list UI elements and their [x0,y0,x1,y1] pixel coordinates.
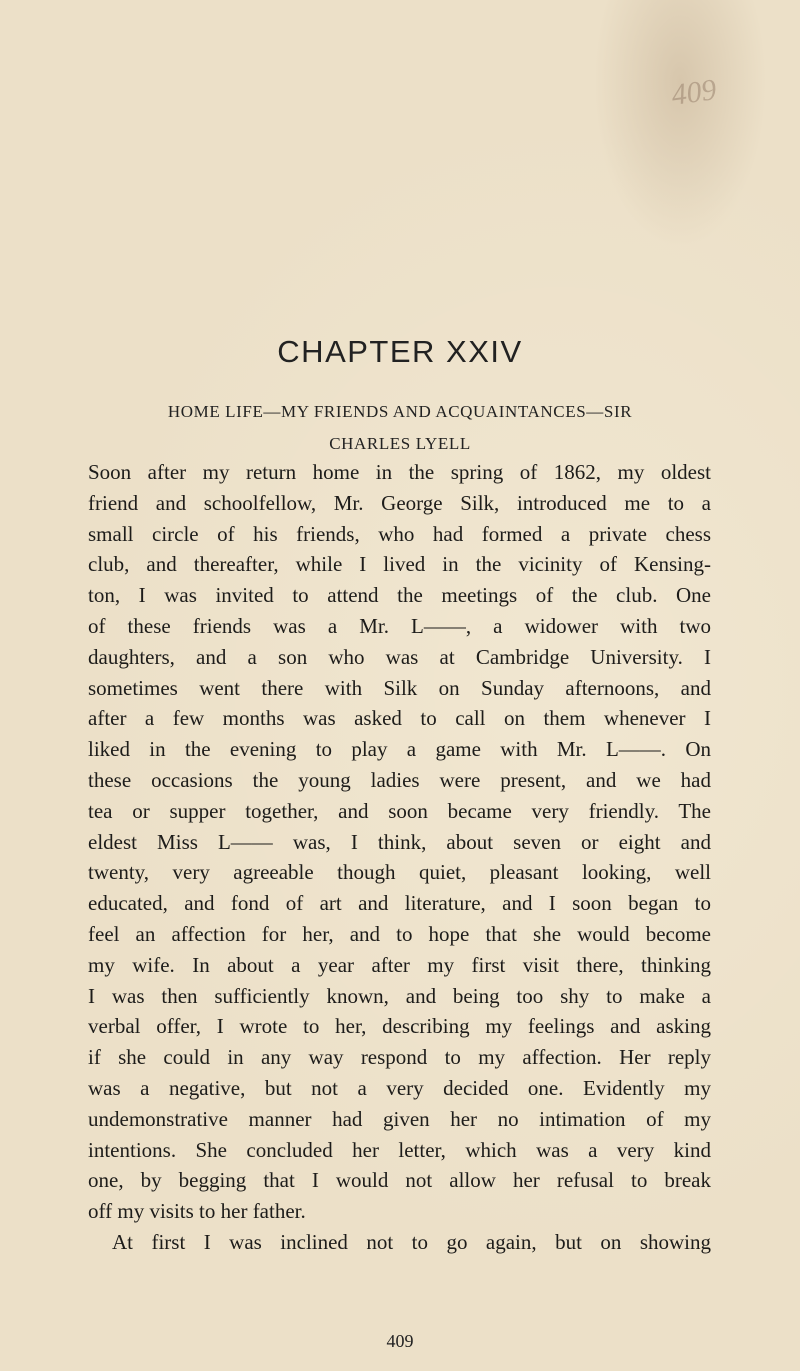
text-line: of these friends was a Mr. L——, a widower with two [88,613,711,638]
text-line: twenty, very agreeable though quiet, pleasant looking, well [88,860,711,885]
text-line: after a few months was asked to call on them whenever I [88,706,711,731]
text-line: liked in the evening to play a game with Mr. L——. On [88,737,711,762]
text-line: my wife. In about a year after my first visit there, thinking [88,952,711,977]
text-line: tea or supper together, and soon became very friendly. The [88,798,711,823]
chapter-subtitle-line: HOME LIFE—MY FRIENDS AND ACQUAINTANCES—SIR [167,402,633,421]
text-line: if she could in any way respond to my affection. Her reply [88,1045,711,1070]
text-line: feel an affection for her, and to hope that she would become [88,921,711,946]
chapter-title: CHAPTER XXIV [277,334,523,369]
text-line: eldest Miss L—— was, I think, about seven or eight and [88,829,711,854]
library-stamp-mark: 409 [669,73,719,112]
text-line: I was then sufficiently known, and being too shy to make a [88,983,711,1008]
text-line: undemonstrative manner had given her no intimation of my [88,1106,711,1131]
text-line: was a negative, but not a very decided one. Evidently my [88,1075,711,1100]
text-line: off my visits to her father. [88,1199,306,1224]
text-line: club, and thereafter, while I lived in the vicinity of Kensing- [88,552,711,577]
text-line: these occasions the young ladies were present, and we had [88,767,711,792]
text-line: intentions. She concluded her letter, which was a very kind [88,1137,711,1162]
text-line: sometimes went there with Silk on Sunday afternoons, and [88,675,711,700]
text-line: ton, I was invited to attend the meetings of the club. One [88,583,711,608]
text-line: friend and schoolfellow, Mr. George Silk, introduced me to a [88,490,711,515]
text-line: educated, and fond of art and literature, and I soon began to [88,891,711,916]
text-line: one, by begging that I would not allow her refusal to break [88,1168,711,1193]
text-line: daughters, and a son who was at Cambridge University. I [88,644,711,669]
text-line: Soon after my return home in the spring of 1862, my oldest [88,460,711,484]
chapter-subtitle [104,396,696,460]
body-text [88,457,711,1258]
text-line: small circle of his friends, who had formed a private chess [88,521,711,546]
page-number: 409 [386,1331,414,1351]
chapter-subtitle-line: CHARLES LYELL [329,434,471,453]
text-line: At first I was inclined not to go again, but on showing [112,1229,711,1254]
text-line: verbal offer, I wrote to her, describing my feelings and asking [88,1014,711,1039]
